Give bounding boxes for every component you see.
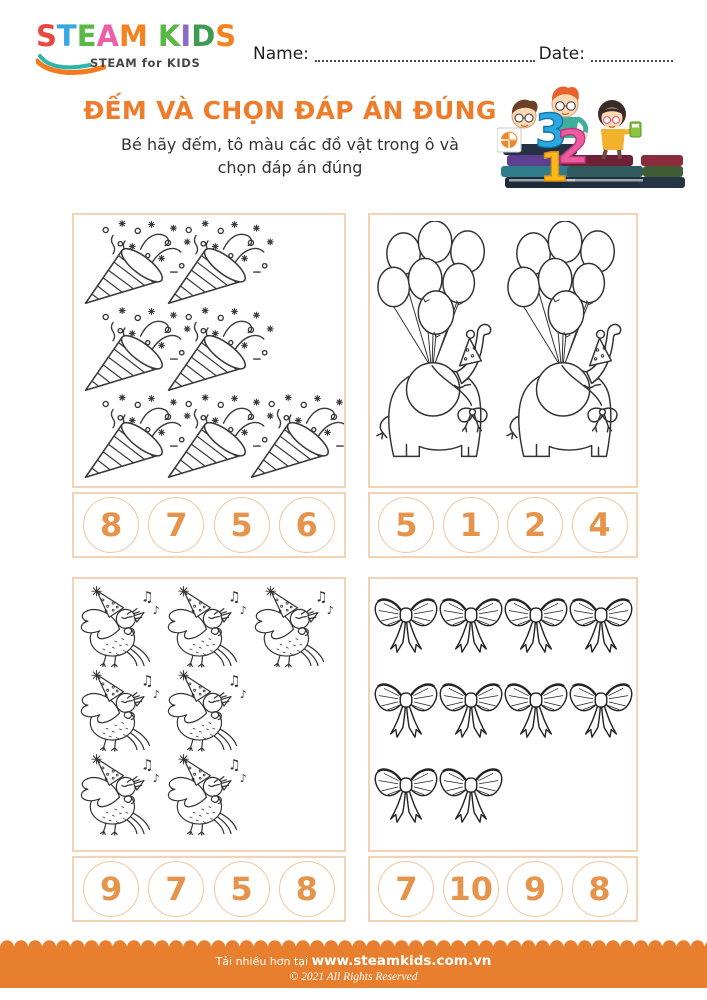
answer-option-7[interactable]: 7 — [148, 861, 204, 917]
page-title: ĐẾM VÀ CHỌN ĐÁP ÁN ĐÚNG — [83, 96, 497, 125]
scallop-edge — [0, 940, 707, 947]
picture-box — [72, 577, 346, 852]
answer-option-9[interactable]: 9 — [83, 861, 139, 917]
date-input-line[interactable] — [591, 45, 673, 62]
picture-row — [374, 586, 634, 671]
kids-numbers-illustration — [497, 84, 689, 198]
logo-letter: A — [96, 19, 119, 53]
kid-girl-right — [598, 100, 641, 159]
bow-illustration — [374, 756, 438, 841]
logo-tagline: STEAM for KIDS — [90, 56, 201, 70]
party-popper-illustration — [161, 219, 275, 306]
picture-row — [76, 219, 342, 306]
answer-box — [72, 856, 346, 922]
name-label: Name: — [253, 44, 309, 64]
logo-letter: K — [157, 19, 181, 53]
footer-copyright: © 2021 All Rights Reserved — [289, 971, 418, 983]
bird-with-party-hat-illustration — [76, 752, 163, 836]
picture-box — [368, 213, 638, 488]
bow-illustration — [374, 671, 438, 756]
answer-box — [368, 856, 638, 922]
footer-bar — [0, 946, 707, 988]
picture-row — [76, 584, 342, 668]
bow-illustration — [569, 586, 633, 671]
picture-row — [76, 306, 342, 393]
bow-illustration — [569, 671, 633, 756]
footer-website-link[interactable]: www.steamkids.com.vn — [311, 953, 492, 969]
date-label: Date: — [538, 44, 585, 64]
picture-row — [372, 221, 634, 479]
logo-letter — [148, 22, 158, 51]
answer-option-5[interactable]: 5 — [214, 497, 270, 553]
quadrant-singing-birds — [72, 577, 346, 922]
answer-box — [72, 492, 346, 558]
answer-box — [368, 492, 638, 558]
steam-kids-logo — [36, 19, 241, 76]
quadrant-bows — [368, 577, 638, 922]
title-block — [30, 96, 550, 179]
logo-wordmark — [36, 19, 241, 53]
bird-with-party-hat-illustration — [163, 668, 250, 752]
picture-row — [374, 671, 634, 756]
logo-letter: M — [118, 19, 148, 53]
answer-option-2[interactable]: 2 — [507, 497, 563, 553]
bird-with-party-hat-illustration — [76, 668, 163, 752]
answer-option-5[interactable]: 5 — [378, 497, 434, 553]
svg-text:1: 1 — [540, 145, 568, 191]
picture-row — [76, 393, 342, 480]
elephant-with-balloons-illustration — [504, 221, 632, 479]
answer-option-8[interactable]: 8 — [572, 861, 628, 917]
picture-row — [374, 756, 634, 841]
svg-text:3: 3 — [535, 104, 568, 158]
footer-more-text: Tải nhiều hơn tại — [215, 955, 309, 968]
subtitle-line1: Bé hãy đếm, tô màu các đồ vật trong ô và — [121, 135, 459, 154]
answer-option-5[interactable]: 5 — [214, 861, 270, 917]
subtitle-line2: chọn đáp án đúng — [217, 157, 363, 177]
bow-illustration — [374, 586, 438, 671]
quadrant-elephants-with-balloons — [368, 213, 638, 558]
party-popper-illustration — [161, 306, 275, 393]
answer-option-7[interactable]: 7 — [378, 861, 434, 917]
page-subtitle — [30, 134, 550, 179]
picture-box — [72, 213, 346, 488]
quadrant-party-poppers — [72, 213, 346, 558]
answer-option-6[interactable]: 6 — [279, 497, 335, 553]
name-date-row — [253, 44, 673, 64]
party-popper-illustration — [244, 393, 346, 480]
bow-illustration — [504, 586, 568, 671]
answer-option-9[interactable]: 9 — [507, 861, 563, 917]
answer-option-10[interactable]: 10 — [443, 861, 499, 917]
logo-subline — [36, 52, 241, 76]
book-stacks — [501, 144, 685, 188]
bow-illustration — [439, 671, 503, 756]
answer-option-8[interactable]: 8 — [83, 497, 139, 553]
bird-with-party-hat-illustration — [163, 752, 250, 836]
logo-letter: D — [191, 19, 216, 53]
name-input-line[interactable] — [315, 45, 535, 62]
bow-illustration — [504, 671, 568, 756]
logo-letter: I — [180, 19, 192, 53]
picture-row — [76, 668, 342, 752]
picture-box — [368, 577, 638, 852]
logo-letter: S — [215, 19, 237, 53]
answer-option-7[interactable]: 7 — [148, 497, 204, 553]
bird-with-party-hat-illustration — [76, 584, 163, 668]
logo-letter: T — [56, 19, 77, 53]
bow-illustration — [439, 756, 503, 841]
answer-option-4[interactable]: 4 — [572, 497, 628, 553]
bird-with-party-hat-illustration — [250, 584, 337, 668]
answer-option-8[interactable]: 8 — [279, 861, 335, 917]
elephant-with-balloons-illustration — [374, 221, 502, 479]
bird-with-party-hat-illustration — [163, 584, 250, 668]
answer-option-1[interactable]: 1 — [443, 497, 499, 553]
bow-illustration — [439, 586, 503, 671]
logo-letter: S — [36, 19, 57, 53]
picture-row — [76, 752, 342, 836]
logo-letter: E — [76, 19, 97, 53]
svg-text:2: 2 — [557, 120, 590, 174]
footer-download-line — [0, 953, 707, 969]
